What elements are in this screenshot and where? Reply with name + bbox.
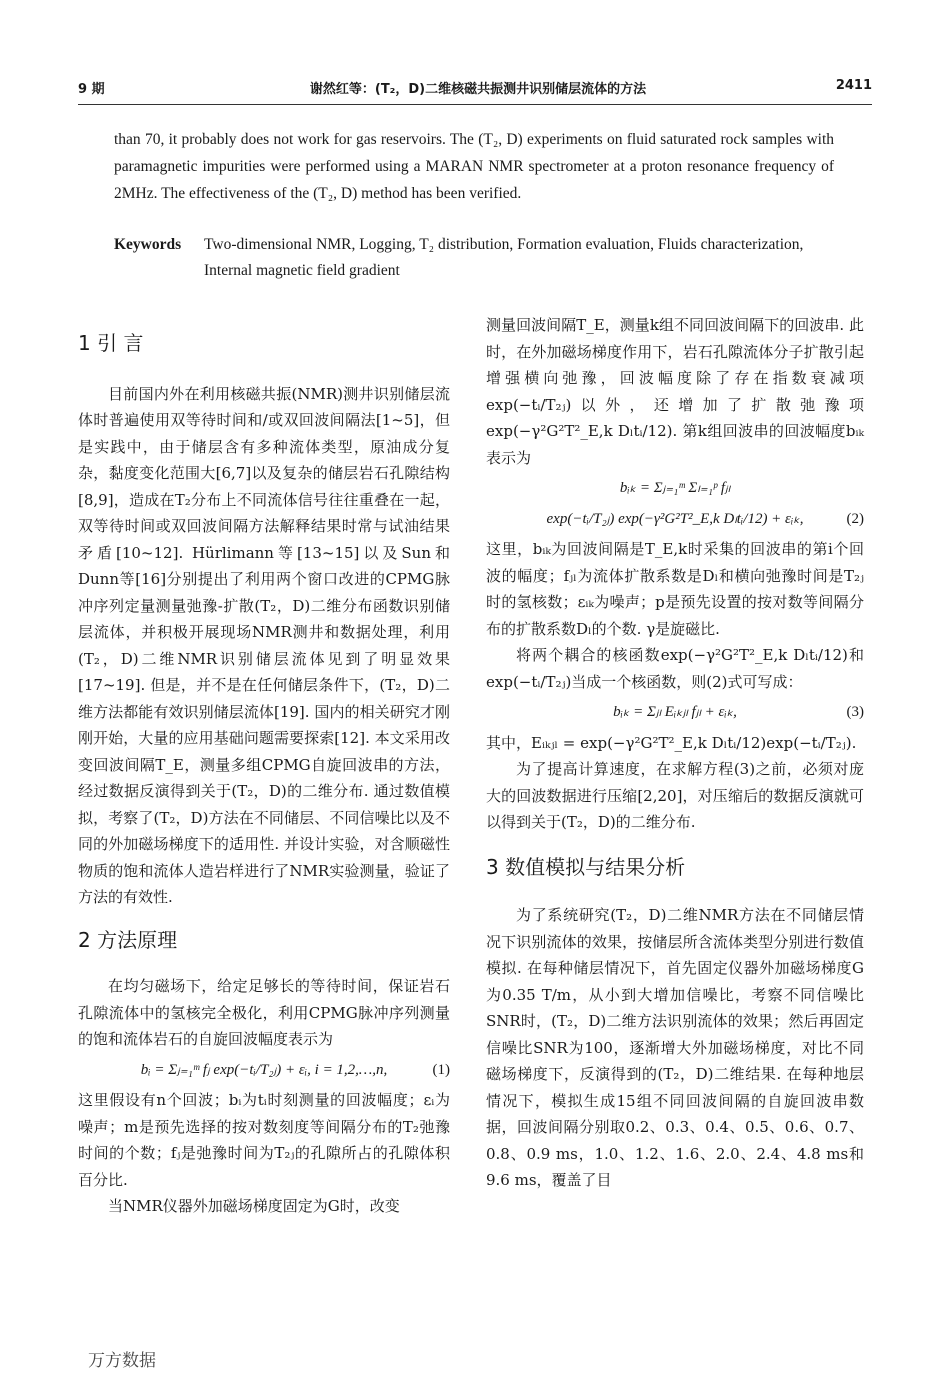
section-1-title: 1 引 言	[78, 331, 144, 355]
equation-2-line-1	[486, 475, 864, 502]
issue-number: 9 期	[78, 82, 105, 97]
right-paragraph-3: 将两个耦合的核函数exp(−γ²G²T²_E,k Dₗtᵢ/12)和exp(−tᵢ/T₂ⱼ)当成一个核函数，则(2)式可写成：	[486, 646, 864, 691]
keywords-text: Two-dimensional NMR, Logging, T₂ distribution, Formation evaluation, Fluids characterization, Internal magnetic field gradient	[204, 236, 804, 279]
equation-2-number: (2)	[846, 510, 864, 527]
right-paragraph-4: 其中，Eᵢₖⱼₗ = exp(−γ²G²T²_E,k Dₗtᵢ/12)exp(−tᵢ/T₂ⱼ).	[486, 733, 857, 752]
equation-2-exp: exp(−tᵢ/T₂ⱼ) exp(−γ²G²T²_E,k Dₗtᵢ/12) + εᵢₖ,	[546, 510, 804, 527]
section-1-paragraph: 目前国内外在利用核磁共振(NMR)测井识别储层流体时普遍使用双等待时间和/或双回波间隔法[1~5]，但是实践中，由于储层含有多种流体类型，原油成分复杂，黏度变化范围大[6,7]以及复杂的储层岩石孔隙结构[8,9]，造成在T₂分布上不同流体信号往往重叠在一起，双等待时间或双回波间隔方法解释结果时常与试油结果矛盾[10~12]. Hürlimann等[13~15]以及Sun和Dunn等[16]分别提出了利用两个窗口改进的CPMG脉冲序列定量测量弛豫-扩散(T₂，D)二维分布函数识别储层流体，并积极开展现场NMR测井和数据处理，利用(T₂，D)二维NMR识别储层流体见到了明显效果[17~19]. 但是，并不是在任何储层条件下，(T₂，D)二维方法都能有效识别储层流体[19]. 国内的相关研究才刚刚开始，大量的应用基础问题需要探索[12]. 本文采用改变回波间隔T_E，测量多组CPMG自旋回波串的方法，经过数据反演得到关于(T₂，D)的二维分布. 通过数值模拟，考察了(T₂，D)方法在不同储层、不同信噪比以及不同的外加磁场梯度下的适用性. 并设计实验，对含顺磁性物质的饱和流体人造岩样进行了NMR实验测量，验证了方法的有效性.	[78, 384, 450, 906]
left-column	[78, 330, 450, 1220]
equation-3-body: bᵢₖ = Σⱼₗ Eᵢₖⱼₗ fⱼₗ + εᵢₖ,	[613, 704, 737, 720]
equation-2-line-2	[486, 506, 864, 533]
abstract-text: than 70, it probably does not work for gas reservoirs. The (T₂, D) experiments on fluid saturated rock samples with paramagnetic impurities were performed using a MARAN NMR spectrometer at a proton resonance frequency of 2MHz. The effectiveness of the (T₂, D) method has been verified.	[114, 131, 834, 202]
running-title: 谢然红等：(T₂，D)二维核磁共振测井识别储层流体的方法	[309, 82, 647, 97]
section-2-title: 2 方法原理	[78, 927, 178, 952]
section-3-paragraph: 为了系统研究(T₂，D)二维NMR方法在不同储层情况下识别流体的效果，按储层所含流体类型分别进行数值模拟. 在每种储层情况下，首先固定仪器外加磁场梯度G为0.35 T/m，从小到大增加信噪比，考察不同信噪比SNR时，(T₂，D)二维方法识别流体的效果；然后再固定信噪比SNR为100，逐渐增大外加磁场梯度，对比不同磁场梯度下，反演得到的(T₂，D)二维结果. 在每种地层情况下，模拟生成15组不同回波间隔的自旋回波串数据，回波间隔分别取0.2、0.3、0.4、0.5、0.6、0.7、0.8、0.9 ms，1.0、1.2、1.6、2.0、2.4、4.8 ms和9.6 ms，覆盖了目	[486, 906, 864, 1189]
right-paragraph-5: 为了提高计算速度，在求解方程(3)之前，必须对庞大的回波数据进行压缩[2,20]，对压缩后的数据反演就可以得到关于(T₂，D)的二维分布.	[486, 760, 864, 831]
equation-3-number: (3)	[846, 704, 864, 720]
header-rule	[78, 104, 872, 105]
running-header	[78, 78, 872, 100]
equation-1-number: (1)	[432, 1061, 450, 1078]
equation-1	[78, 1057, 450, 1084]
right-paragraph-2: 这里，bᵢₖ为回波间隔是T_E,k时采集的回波串的第i个回波的幅度；fⱼₗ为流体扩散系数是Dₗ和横向弛豫时间是T₂ⱼ时的氢核数；εᵢₖ为噪声；p是预先设置的按对数等间隔分布的扩散系数Dₗ的个数. γ是旋磁比.	[486, 540, 864, 638]
equation-1-body: bᵢ = Σⱼ₌₁ᵐ fⱼ exp(−tᵢ/T₂ⱼ) + εᵢ, i = 1,2,…,n,	[140, 1061, 388, 1078]
right-paragraph-1: 测量回波间隔T_E，测量k组不同回波间隔下的回波串. 此时，在外加磁场梯度作用下，岩石孔隙流体分子扩散引起增强横向弛豫，回波幅度除了存在指数衰减项exp(−tᵢ/T₂ⱼ)以外，还增加了扩散弛豫项exp(−γ²G²T²_E,k Dₗtᵢ/12). 第k组回波串的回波幅度bᵢₖ表示为	[486, 316, 864, 467]
page-number: 2411	[835, 78, 872, 93]
watermark-footer: 万方数据	[88, 1351, 156, 1371]
equation-3	[486, 699, 864, 726]
equation-2-sum: bᵢₖ = Σⱼ₌₁ᵐ Σₗ₌₁ᵖ fⱼₗ	[619, 480, 731, 496]
keywords-block	[114, 232, 838, 284]
section-2-paragraph-3: 当NMR仪器外加磁场梯度固定为G时，改变	[108, 1197, 400, 1215]
right-column	[486, 312, 864, 1194]
section-3-title: 3 数值模拟与结果分析	[486, 854, 686, 879]
section-2-paragraph-2: 这里假设有n个回波；bᵢ为tᵢ时刻测量的回波幅度；εᵢ为噪声；m是预先选择的按对数刻度等间隔分布的T₂弛豫时间的个数；fⱼ是弛豫时间为T₂ⱼ的孔隙所占的孔隙体积百分比.	[78, 1091, 450, 1189]
section-2-paragraph-1: 在均匀磁场下，给定足够长的等待时间，保证岩石孔隙流体中的氢核完全极化，利用CPMG脉冲序列测量的饱和流体岩石的自旋回波幅度表示为	[78, 977, 450, 1048]
keywords-label: Keywords	[114, 236, 182, 253]
abstract-tail	[78, 126, 834, 207]
